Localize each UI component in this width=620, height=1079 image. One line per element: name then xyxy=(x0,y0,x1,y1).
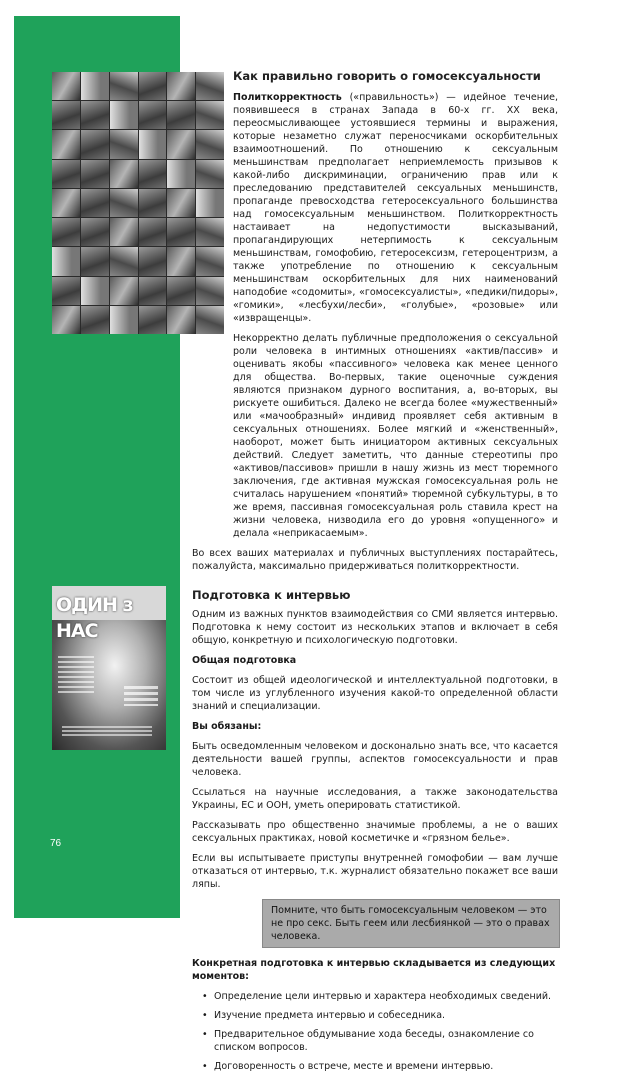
term: Политкорректность xyxy=(233,92,342,103)
paragraph: Одним из важных пунктов взаимодействия со СМИ является интервью. Подготовка к нему состоит из нескольких этапов и включает в себя общую, конкретную и психологическую подготовки. xyxy=(192,609,558,646)
paragraph: Если вы испытываете приступы внутренней гомофобии — вам лучше отказаться от интервью, т.к. журналист обязательно покажет все ваши ляпы. xyxy=(192,853,558,890)
page-number: 76 xyxy=(50,838,62,849)
subheading: Общая подготовка xyxy=(192,655,297,666)
section-title: Как правильно говорить о гомосексуальности xyxy=(233,69,541,83)
list-item: • Договоренность о встрече, месте и времени интервью. xyxy=(202,1060,558,1073)
list-item: • Предварительное обдумывание хода беседы, ознакомление со списком вопросов. xyxy=(202,1028,558,1054)
magazine-cover-image xyxy=(52,586,166,750)
callout-box: Помните, что быть гомосексуальным человеком — это не про секс. Быть геем или лесбиянкой — это о правах человека. xyxy=(262,899,560,948)
subheading: Вы обязаны: xyxy=(192,721,262,732)
paragraph: Рассказывать про общественно значимые проблемы, а не о ваших сексуальных практиках, новой косметичке и «грязном белье». xyxy=(192,820,558,844)
bullet-list xyxy=(192,990,558,1073)
paragraph: Быть осведомленным человеком и досконально знать все, что касается деятельности вашей группы, аспектов гомосексуальности и прав человека. xyxy=(192,741,558,778)
subheading: Конкретная подготовка к интервью складывается из следующих моментов: xyxy=(192,958,556,982)
section-title: Подготовка к интервью xyxy=(192,588,351,602)
article-body xyxy=(192,68,558,1079)
cover-title: ОДИН з НАС xyxy=(56,594,133,642)
paragraph: Во всех ваших материалах и публичных выступлениях постарайтесь, пожалуйста, максимально придерживаться политкорректности. xyxy=(192,548,558,572)
paragraph: Состоит из общей идеологической и интеллектуальной подготовки, в том числе из углубленного изучения какой-то определенной области знаний и специализации. xyxy=(192,675,558,712)
paragraph: Ссылаться на научные исследования, а также законодательства Украины, ЕС и ООН, уметь оперировать статистикой. xyxy=(192,787,558,811)
list-item: • Изучение предмета интервью и собеседника. xyxy=(202,1009,558,1022)
paragraph: Некорректно делать публичные предположения о сексуальной роли человека в интимных отношениях «актив/пассив» и оценивать якобы «пассивного» человека как менее ценного для общества. Во-первых, такие оценочные суждения являются признаком дурного воспитания, а, во-вторых, вы рискуете ошибиться. Далеко не всегда более «мужественный» или «мачообразный» индивид проявляет себя активным в сексуальных отношениях. Более мягкий и «женственный», наоборот, может быть инициатором активных сексуальных действий. Следует заметить, что данные стереотипы про «активов/пассивов» пришли в нашу жизнь из мест тюремного заключения, где активная мужская гомосексуальная роль не считалась нарушением «понятий» тюремной субкультуры, в то же время, пассивная гомосексуальная роль ставила крест на жизни человека, низводила его до уровня «опущенного» и делала «неприкасаемым». xyxy=(233,333,558,539)
list-item: • Определение цели интервью и характера необходимых сведений. xyxy=(202,990,558,1003)
paragraph: Политкорректность («правильность») — идейное течение, появившееся в странах Запада в 60-х гг. XX века, переосмысливающее устоявшиеся термины и выражения, которые незаметно служат переносчиками оскорбительных взаимоотношений. По отношению к сексуальным меньшинствам предполагает неприемлемость призывов к какой-либо дискриминации, ограничению прав или к преследованию представителей сексуальных меньшинств, пропаганде превосходства гетеросексуального большинства над гомосексуальным меньшинством. Политкорректность настаивает на недопустимости высказываний, пропагандирующих нетерпимость к сексуальным меньшинствам, гомофобию, гетеросексизм, гетероцентризм, а также употребление по отношению к сексуальным меньшинствам оскорбительных для них наименований наподобие «содомиты», «гомосексуалисты», «педики/пидоры», «гомики», «лесбухи/лесби», «голубые», «розовые» или «извращенцы». xyxy=(233,92,558,324)
